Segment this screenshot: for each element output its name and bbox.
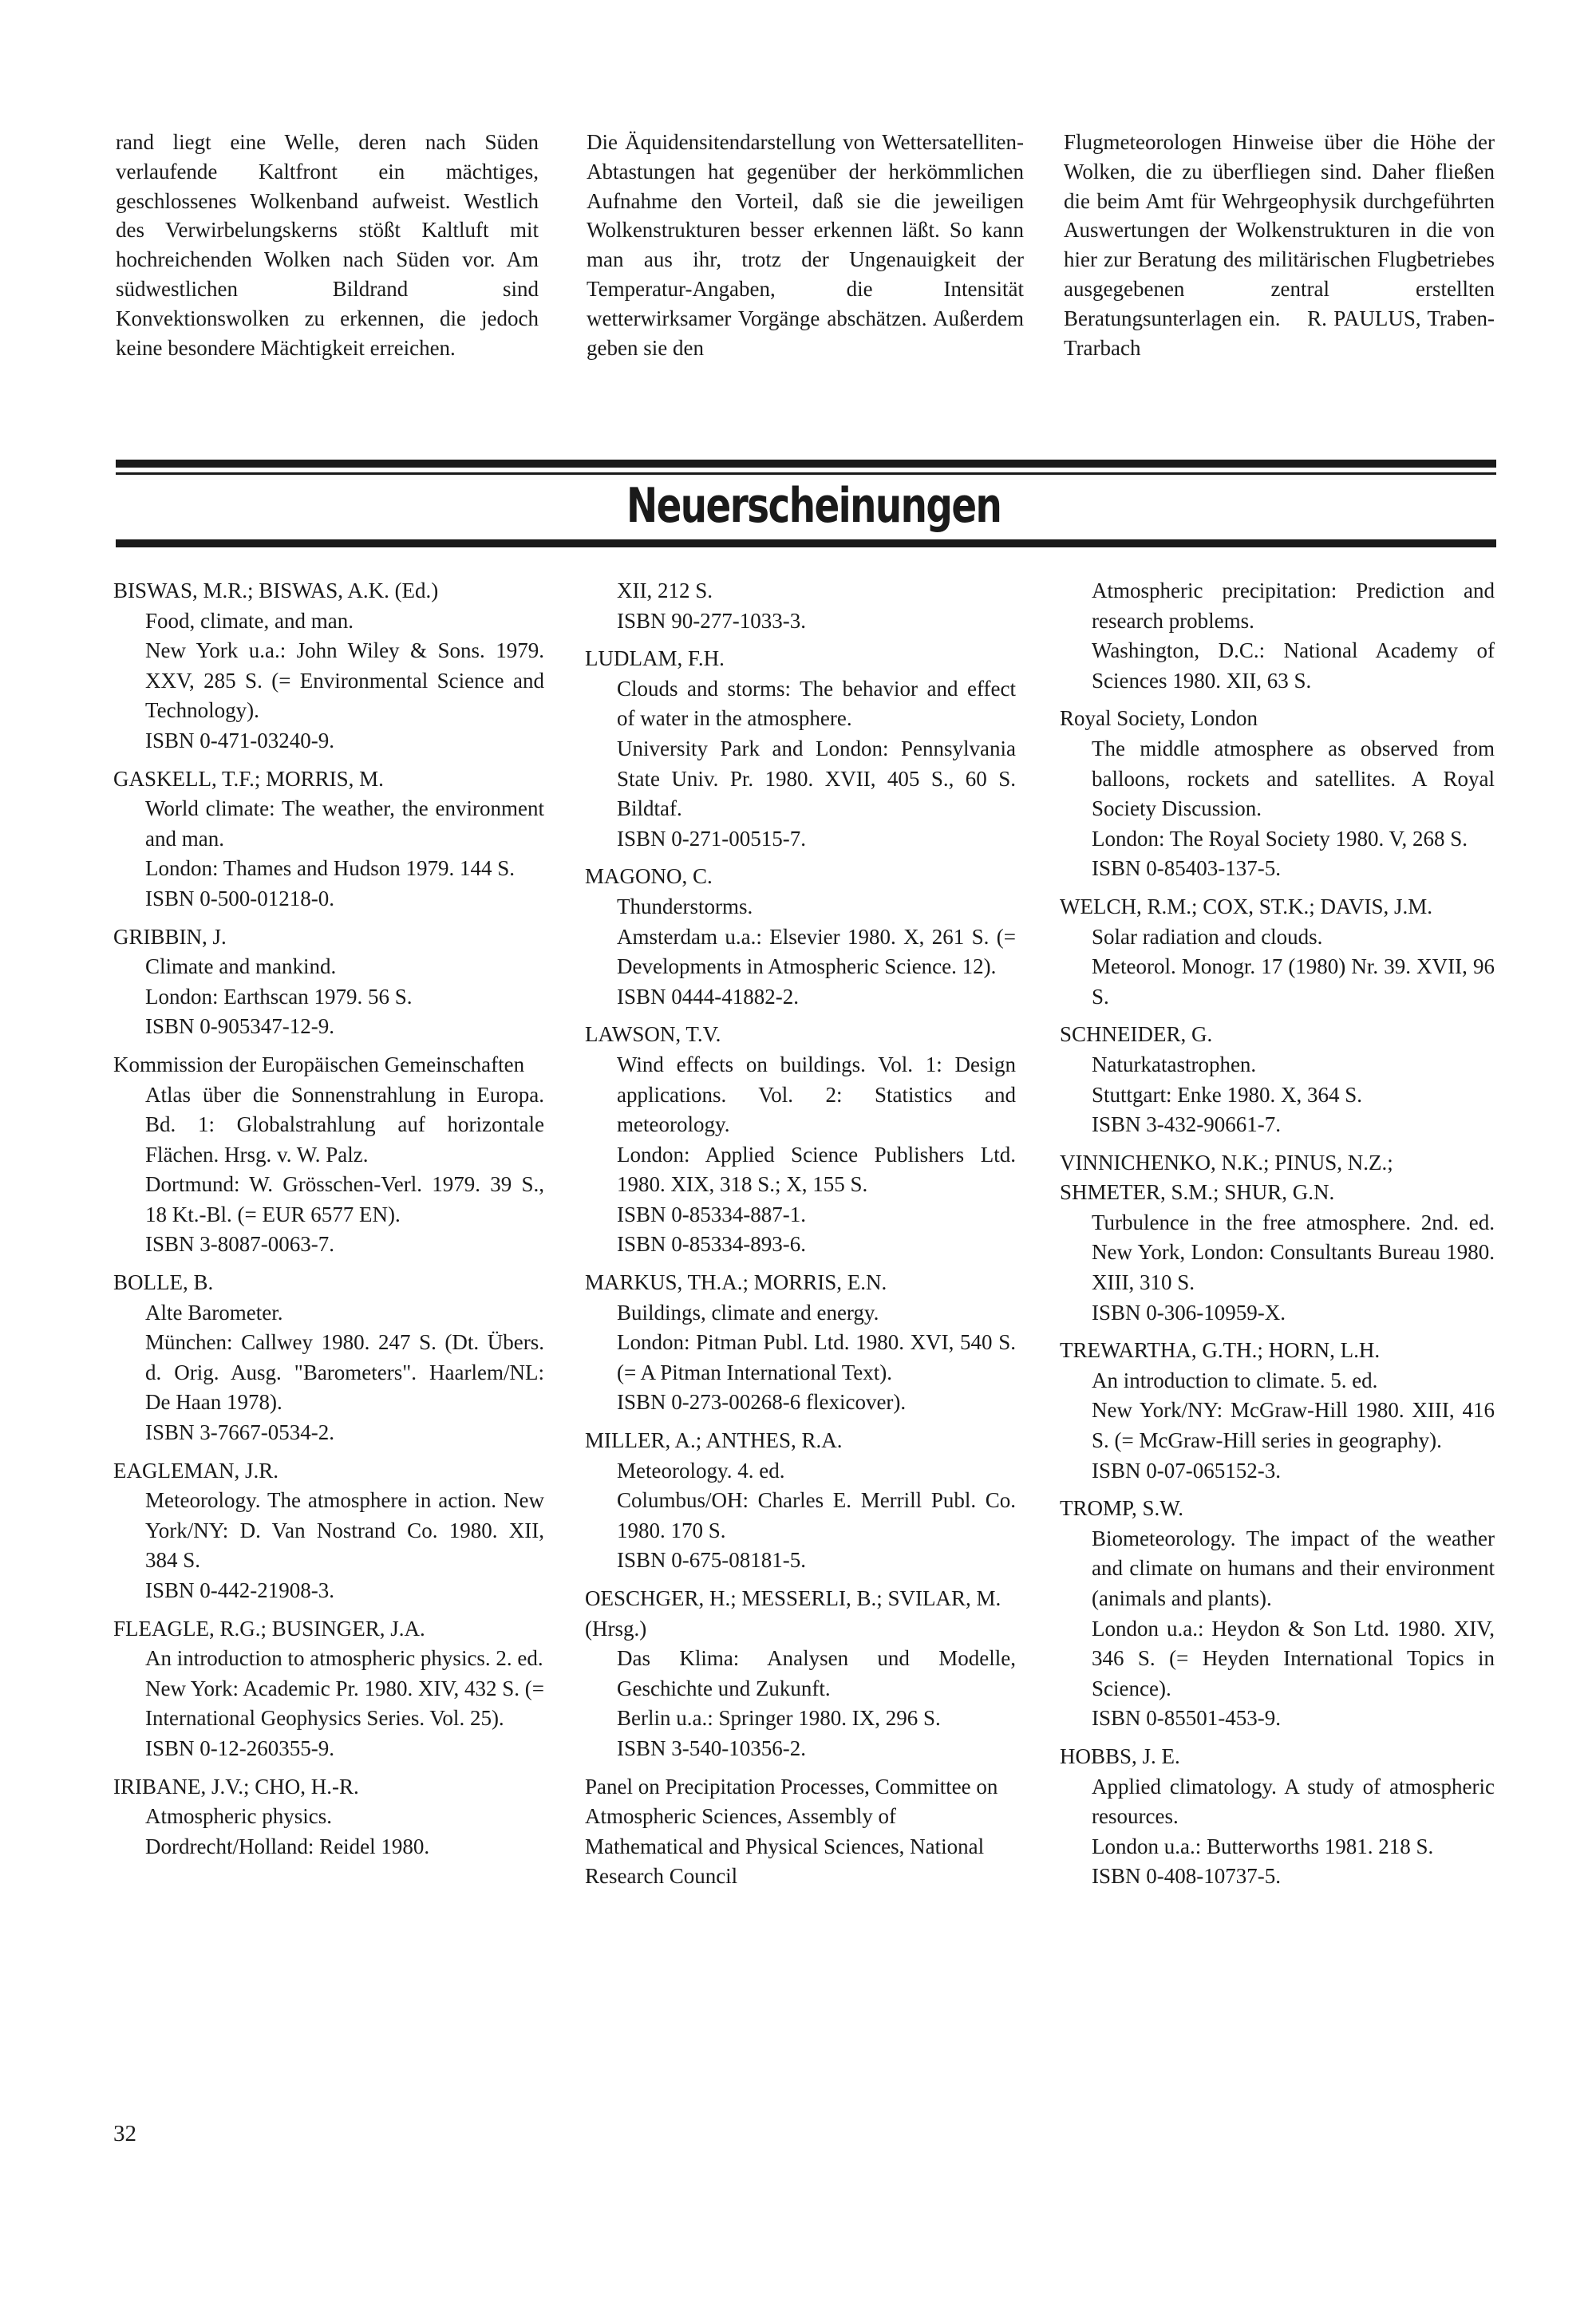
bibliography-entry <box>113 764 544 914</box>
article-paragraph-text: Flugmeteorologen Hinweise über die Höhe der Wolken, die zu überfliegen sind. Daher fließen die beim Amt für Wehrgeophysik durchgeführten Auswertungen der Wolkenstrukturen in die von hier zur Beratung des militärischen Flugbetriebes ausgegebenen zentral erstellten Beratungsunterlagen ein. <box>1064 130 1495 330</box>
entry-author: OESCHGER, H.; MESSERLI, B.; SVILAR, M. (Hrsg.) <box>585 1586 1001 1641</box>
bibliography-entry <box>585 1020 1016 1260</box>
entry-author: MILLER, A.; ANTHES, R.A. <box>585 1428 843 1453</box>
entry-line: London: Earthscan 1979. 56 S. <box>145 984 413 1009</box>
entry-line: The middle atmosphere as observed from balloons, rockets and satellites. A Royal Society Discussion. <box>1092 736 1495 821</box>
bibliography-entry <box>113 1456 544 1606</box>
bibliography-entry <box>585 1426 1016 1576</box>
bibliography-entry <box>1060 1742 1495 1892</box>
section-banner <box>116 453 1496 549</box>
entry-line: Applied climatology. A study of atmospheric resources. <box>1092 1774 1495 1829</box>
entry-line: ISBN 0-07-065152-3. <box>1092 1458 1281 1483</box>
entry-author: IRIBANE, J.V.; CHO, H.-R. <box>113 1774 359 1799</box>
entry-line: Atmospheric physics. <box>145 1804 332 1829</box>
entry-author: FLEAGLE, R.G.; BUSINGER, J.A. <box>113 1616 425 1641</box>
entry-line: ISBN 0-271-00515-7. <box>617 826 806 851</box>
entry-line: ISBN 0-85501-453-9. <box>1092 1706 1281 1731</box>
entry-line: ISBN 0-85403-137-5. <box>1092 856 1281 881</box>
entry-line: An introduction to atmospheric physics. 2. ed. <box>145 1646 543 1671</box>
bibliography-entry <box>1060 1020 1495 1139</box>
entry-author: LAWSON, T.V. <box>585 1022 721 1047</box>
banner-rule-bottom <box>116 539 1496 547</box>
entry-line: ISBN 0-85334-893-6. <box>617 1232 806 1257</box>
bibliography-entry <box>113 1772 544 1862</box>
article-paragraph: rand liegt eine Welle, deren nach Süden verlaufende Kaltfront ein mächtiges, geschlossenes Wolkenband aufweist. Westlich des Verwirbelungskerns stößt Kaltluft mit hochreichenden Wolken nach Süden vor. Am südwestlichen Bildrand sind Konvektionswolken zu erkennen, die jedoch keine besondere Mächtigkeit erreichen. <box>116 130 539 360</box>
entry-line: Atlas über die Sonnenstrahlung in Europa. Bd. 1: Globalstrahlung auf horizontale Flächen. Hrsg. v. W. Palz. <box>145 1082 544 1167</box>
bibliography-entry <box>113 922 544 1042</box>
entry-line: ISBN 0-306-10959-X. <box>1092 1300 1286 1325</box>
entry-line: Food, climate, and man. <box>145 608 354 633</box>
entry-author: GASKELL, T.F.; MORRIS, M. <box>113 766 384 791</box>
bibliography-entry <box>585 1584 1016 1764</box>
entry-line: Washington, D.C.: National Academy of Sciences 1980. XII, 63 S. <box>1092 638 1495 693</box>
bibliography-entry <box>585 644 1016 854</box>
entry-line: ISBN 0-471-03240-9. <box>145 728 334 752</box>
bibliography-entry <box>113 1614 544 1764</box>
entry-line: London: The Royal Society 1980. V, 268 S. <box>1092 826 1468 851</box>
entry-line: London: Thames and Hudson 1979. 144 S. <box>145 856 515 881</box>
bibliography-entry <box>585 576 1016 636</box>
bibliography-entry <box>113 1050 544 1260</box>
entry-line: Meteorol. Monogr. 17 (1980) Nr. 39. XVII, 96 S. <box>1092 954 1495 1009</box>
bibliography-column-1 <box>113 576 544 1870</box>
entry-author: WELCH, R.M.; COX, ST.K.; DAVIS, J.M. <box>1060 894 1433 918</box>
bibliography-entry <box>1060 1494 1495 1734</box>
entry-line: Climate and mankind. <box>145 954 337 979</box>
entry-author: LUDLAM, F.H. <box>585 646 725 671</box>
entry-line: Alte Barometer. <box>145 1300 283 1325</box>
entry-line: Solar radiation and clouds. <box>1092 924 1323 949</box>
entry-author: VINNICHENKO, N.K.; PINUS, N.Z.; SHMETER, S.M.; SHUR, G.N. <box>1060 1150 1393 1205</box>
entry-line: Wind effects on buildings. Vol. 1: Design applications. Vol. 2: Statistics and meteorology. <box>617 1052 1016 1137</box>
entry-line: ISBN 3-8087-0063-7. <box>145 1232 334 1257</box>
entry-line: ISBN 0-905347-12-9. <box>145 1014 334 1039</box>
entry-line: ISBN 0-273-00268-6 flexicover). <box>617 1390 907 1415</box>
entry-line: Dordrecht/Holland: Reidel 1980. <box>145 1834 430 1858</box>
entry-line: Dortmund: W. Grösschen-Verl. 1979. 39 S., 18 Kt.-Bl. (= EUR 6577 EN). <box>145 1172 544 1226</box>
entry-line: London: Pitman Publ. Ltd. 1980. XVI, 540 S. (= A Pitman International Text). <box>617 1330 1016 1384</box>
section-title: Neuerscheinungen <box>626 478 1001 534</box>
entry-line: ISBN 0-12-260355-9. <box>145 1736 334 1760</box>
entry-author: MARKUS, TH.A.; MORRIS, E.N. <box>585 1270 887 1295</box>
entry-line: Turbulence in the free atmosphere. 2nd. ed. New York, London: Consultants Bureau 1980. XIII, 310 S. <box>1092 1210 1495 1295</box>
bibliography-column-2 <box>585 576 1016 1900</box>
bibliography-entry <box>1060 1148 1495 1329</box>
entry-line: London u.a.: Butterworths 1981. 218 S. <box>1092 1834 1434 1858</box>
entry-line: ISBN 0444-41882-2. <box>617 984 799 1009</box>
bibliography-entry <box>113 576 544 756</box>
entry-line: ISBN 0-500-01218-0. <box>145 886 334 910</box>
entry-line: World climate: The weather, the environment and man. <box>145 796 544 851</box>
bibliography-column-3 <box>1060 576 1495 1900</box>
entry-line: London u.a.: Heydon & Son Ltd. 1980. XIV, 346 S. (= Heyden International Topics in Science). <box>1092 1616 1495 1700</box>
article-continuation <box>116 128 1496 415</box>
entry-line: ISBN 3-7667-0534-2. <box>145 1420 334 1445</box>
entry-line: München: Callwey 1980. 247 S. (Dt. Übers. d. Orig. Ausg. "Barometers". Haarlem/NL: De Haan 1978). <box>145 1330 544 1415</box>
bibliography-entry <box>585 1268 1016 1418</box>
article-signature: R. PAULUS, Traben-Trarbach <box>1064 306 1495 360</box>
entry-line: ISBN 0-85334-887-1. <box>617 1202 806 1226</box>
entry-author: Kommission der Europäischen Gemeinschaften <box>113 1052 525 1076</box>
entry-line: New York u.a.: John Wiley & Sons. 1979. XXV, 285 S. (= Environmental Science and Technology). <box>145 638 544 723</box>
entry-author: GRIBBIN, J. <box>113 924 227 949</box>
entry-author: TROMP, S.W. <box>1060 1496 1184 1521</box>
article-column-1 <box>116 128 539 362</box>
entry-line: Atmospheric precipitation: Prediction and research problems. <box>1092 579 1495 633</box>
entry-line: London: Applied Science Publishers Ltd. 1980. XIX, 318 S.; X, 155 S. <box>617 1142 1016 1197</box>
entry-line: Das Klima: Analysen und Modelle, Geschichte und Zukunft. <box>617 1646 1016 1700</box>
article-column-2 <box>587 128 1024 362</box>
entry-line: New York: Academic Pr. 1980. XIV, 432 S. (= International Geophysics Series. Vol. 25). <box>145 1676 544 1731</box>
article-paragraph: Die Äquidensitendarstellung von Wettersatelliten-Abtastungen hat gegenüber der herkömmlichen Aufnahme den Vorteil, daß sie die jeweiligen Wolkenstrukturen besser erkennen läßt. So kann man aus ihr, trotz der Ungenauigkeit der Temperatur-Angaben, die Intensität wetterwirksamer Vorgänge abschätzen. Außerdem geben sie den <box>587 130 1024 360</box>
entry-line: Clouds and storms: The behavior and effect of water in the atmosphere. <box>617 676 1016 731</box>
entry-line: ISBN 3-432-90661-7. <box>1092 1112 1281 1137</box>
entry-line: Meteorology. The atmosphere in action. New York/NY: D. Van Nostrand Co. 1980. XII, 384 S. <box>145 1488 544 1573</box>
entry-author: EAGLEMAN, J.R. <box>113 1458 279 1483</box>
entry-line: Naturkatastrophen. <box>1092 1052 1257 1076</box>
entry-line: Amsterdam u.a.: Elsevier 1980. X, 261 S. (= Developments in Atmospheric Science. 12). <box>617 924 1016 979</box>
article-paragraph <box>1064 128 1495 362</box>
entry-line: ISBN 0-675-08181-5. <box>617 1548 806 1573</box>
entry-author: Panel on Precipitation Processes, Committee on Atmospheric Sciences, Assembly of Mathematical and Physical Sciences, National Research Council <box>585 1774 998 1889</box>
bibliography-entry <box>1060 704 1495 884</box>
entry-line: Berlin u.a.: Springer 1980. IX, 296 S. <box>617 1706 941 1731</box>
banner-rule-top <box>116 460 1496 468</box>
bibliography-entry <box>585 1772 1016 1892</box>
bibliography-entry <box>1060 892 1495 1012</box>
entry-line: XII, 212 S. <box>617 579 713 602</box>
entry-author: SCHNEIDER, G. <box>1060 1022 1213 1047</box>
entry-line: Columbus/OH: Charles E. Merrill Publ. Co. 1980. 170 S. <box>617 1488 1016 1542</box>
entry-author: BOLLE, B. <box>113 1270 214 1295</box>
bibliography-entry <box>585 862 1016 1012</box>
entry-line: An introduction to climate. 5. ed. <box>1092 1368 1378 1392</box>
entry-line: ISBN 90-277-1033-3. <box>617 608 806 633</box>
entry-author: Royal Society, London <box>1060 706 1258 731</box>
entry-author: BISWAS, M.R.; BISWAS, A.K. (Ed.) <box>113 579 439 602</box>
entry-line: Buildings, climate and energy. <box>617 1300 879 1325</box>
article-column-3 <box>1064 128 1495 362</box>
entry-line: New York/NY: McGraw-Hill 1980. XIII, 416 S. (= McGraw-Hill series in geography). <box>1092 1398 1495 1453</box>
entry-line: Meteorology. 4. ed. <box>617 1458 785 1483</box>
entry-author: TREWARTHA, G.TH.; HORN, L.H. <box>1060 1338 1381 1363</box>
entry-line: Biometeorology. The impact of the weather and climate on humans and their environment (animals and plants). <box>1092 1526 1495 1610</box>
entry-line: ISBN 3-540-10356-2. <box>617 1736 806 1760</box>
entry-line: Stuttgart: Enke 1980. X, 364 S. <box>1092 1082 1362 1107</box>
entry-author: HOBBS, J. E. <box>1060 1743 1180 1768</box>
bibliography-entry <box>1060 576 1495 696</box>
entry-line: ISBN 0-442-21908-3. <box>145 1578 334 1602</box>
entry-line: Thunderstorms. <box>617 894 753 918</box>
bibliography-entry <box>113 1268 544 1448</box>
entry-author: MAGONO, C. <box>585 864 713 889</box>
entry-line: University Park and London: Pennsylvania State Univ. Pr. 1980. XVII, 405 S., 60 S. Bildtaf. <box>617 736 1016 821</box>
entry-line: ISBN 0-408-10737-5. <box>1092 1864 1281 1889</box>
page-number: 32 <box>113 2121 136 2146</box>
bibliography-entry <box>1060 1336 1495 1486</box>
